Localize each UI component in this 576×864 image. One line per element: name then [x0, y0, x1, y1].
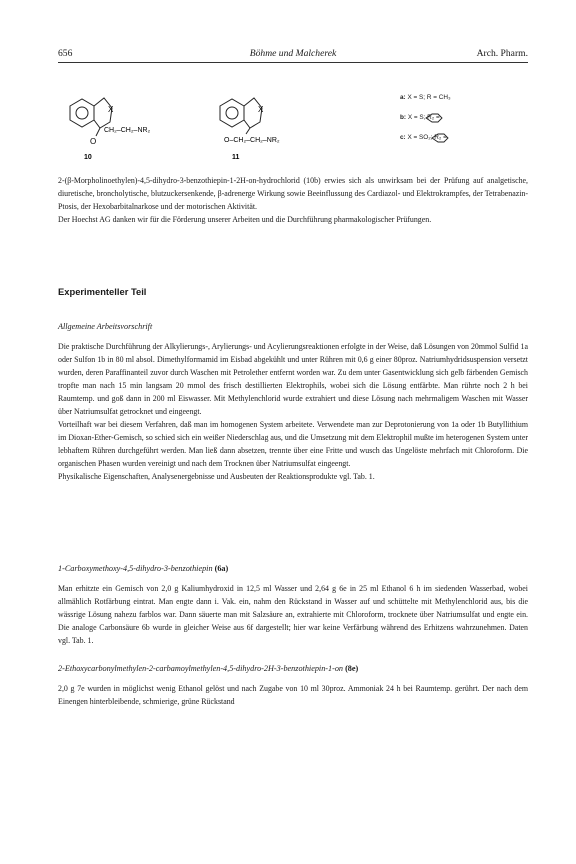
running-title: Böhme und Malcherek: [249, 48, 337, 59]
page-number: 656: [58, 48, 73, 59]
structure-scheme: [70, 84, 530, 169]
compound-6a-paragraph: Man erhitzte ein Gemisch von 2,0 g Kaliumhydroxid in 12,5 ml Wasser und 2,64 g 6e in 25 ml Ethanol 6 h im siedenden Wasserbad, wobei allmählich Rotfärbung eintrat. Man engte dann i. Vak. ein, nahm den Rückstand in Wasser auf und schüttelte mit Methylenchlorid aus, bis die wässrige Lösung nahezu farblos war. Dann säuerte man mit Salzsäure an, extrahierte mit Chloroform, trocknete über Natriumsulfat und engte ein. Die analoge Carbonsäure 6b wurde in gleicher Weise aus 6f dargestellt; hier war keine Verfärbung während des Erhitzens wahrzunehmen. Daten vgl. Tab. 1.: [58, 584, 528, 645]
x-atom-10: X: [108, 105, 114, 114]
legend-c: c: X = SO₂; R₂ =: [400, 134, 447, 141]
general-heading: Allgemeine Arbeitsvorschrift: [58, 322, 153, 331]
o-atom-10: O: [90, 137, 97, 146]
compound-8e-heading: 2-Ethoxycarbonylmethylen-2-carbamoylmethylen-4,5-dihydro-2H-3-benzothiepin-1-on (8e): [58, 664, 359, 673]
section-title: Experimenteller Teil: [58, 286, 147, 297]
general-paragraph-3: Physikalische Eigenschaften, Analysenergebnisse und Ausbeuten der Reaktionsprodukte vgl. Tab. 1.: [58, 472, 375, 481]
label-11: 11: [232, 154, 240, 161]
compound-8e-text: [58, 682, 528, 708]
intro-paragraph-1: 2-(β-Morpholinoethylen)-4,5-dihydro-3-benzothiepin-1-2H-on-hydrochlorid (10b) erwies sich als unwirksam bei der Prüfung auf analgetische, diuretische, broncholytische, blutzuckersenkende, β-adrenerge Wirkung sowie Beeinflussung des Cardiazol- und Elektrokrampfes, der Tetrabenazin-Ptosis, der Hexobarbitalnarkose und der motorischen Aktivität.: [58, 176, 528, 211]
intro-paragraph-2: Der Hoechst AG danken wir für die Förderung unserer Arbeiten und die Durchführung pharmakologischer Prüfungen.: [58, 215, 432, 224]
label-10: 10: [84, 154, 92, 161]
compound-8e-paragraph: 2,0 g 7e wurden in möglichst wenig Ethanol gelöst und nach Zugabe von 10 ml 30proz. Ammoniak 24 h bei Raumtemp. gerührt. Der nach dem Einengen hinterbleibende, schmierige, grüne Rückstand: [58, 684, 528, 706]
header-rule: [58, 62, 528, 63]
substituent-11: O–CH₂–CH₂–NR₂: [224, 137, 280, 144]
substituent-10: CH₂–CH₂–NR₂: [104, 127, 151, 134]
general-paragraph-1: Die praktische Durchführung der Alkylierungs-, Arylierungs- und Acylierungsreaktionen erfolgte in der Weise, daß Lösungen von 20mmol Sulfid 1a oder Sulfon 1b in 80 ml absol. Dimethylformamid im Eisbad abgekühlt und unter Rühren mit 0,6 g einer 80proz. Natriumhydridsuspension versetzt wurden, deren Paraffinanteil zuvor durch Waschen mit Petrolether entfernt worden war. Zu dem unter Gasentwicklung sich gelb färbenden Gemisch tropfte man nach 15 min langsam 20 mmol des frisch destillierten Elektrophils, wobei sich die Lösung entfärbte. Man rührte noch 2 h bei Raumtemp. und goß dann in 200 ml Eiswasser. Mit Methylenchlorid wurde extrahiert und diese Lösung nach mehrmaligem Waschen mit Wasser über Natriumsulfat getrocknet und eingeengt.: [58, 342, 528, 416]
structure-drawing: [70, 84, 530, 164]
compound-6a-text: [58, 582, 528, 647]
legend-b: b: X = S; R₂ =: [400, 114, 440, 121]
general-paragraph-2: Vorteilhaft war bei diesem Verfahren, daß man im homogenen System arbeitete. Verwendete man zur Deprotonierung von 1a oder 1b Butyllithium im Dioxan-Ether-Gemisch, so schied sich ein weißer Niederschlag aus, und die Umsetzung mit dem Elektrophil mußte im heterogenen System unter lebhaftem Rühren durchgeführt werden. Man ließ dann absetzen, trennte über eine Fritte und wusch das Ungelöste mehrfach mit Chloroform. Die organischen Phasen wurden vereinigt und nach dem Trocknen über Natriumsulfat eingeengt.: [58, 420, 528, 468]
compound-8e-label: (8e): [345, 664, 359, 673]
intro-text: [58, 174, 528, 226]
x-atom-11: X: [258, 105, 264, 114]
legend-a: a: X = S; R = CH₃: [400, 94, 451, 101]
journal-name: Arch. Pharm.: [476, 48, 528, 59]
structure-11: [220, 98, 262, 134]
compound-6a-heading: 1-Carboxymethoxy-4,5-dihydro-3-benzothiepin (6a): [58, 564, 229, 573]
general-text: [58, 340, 528, 483]
compound-6a-label: (6a): [214, 564, 229, 573]
